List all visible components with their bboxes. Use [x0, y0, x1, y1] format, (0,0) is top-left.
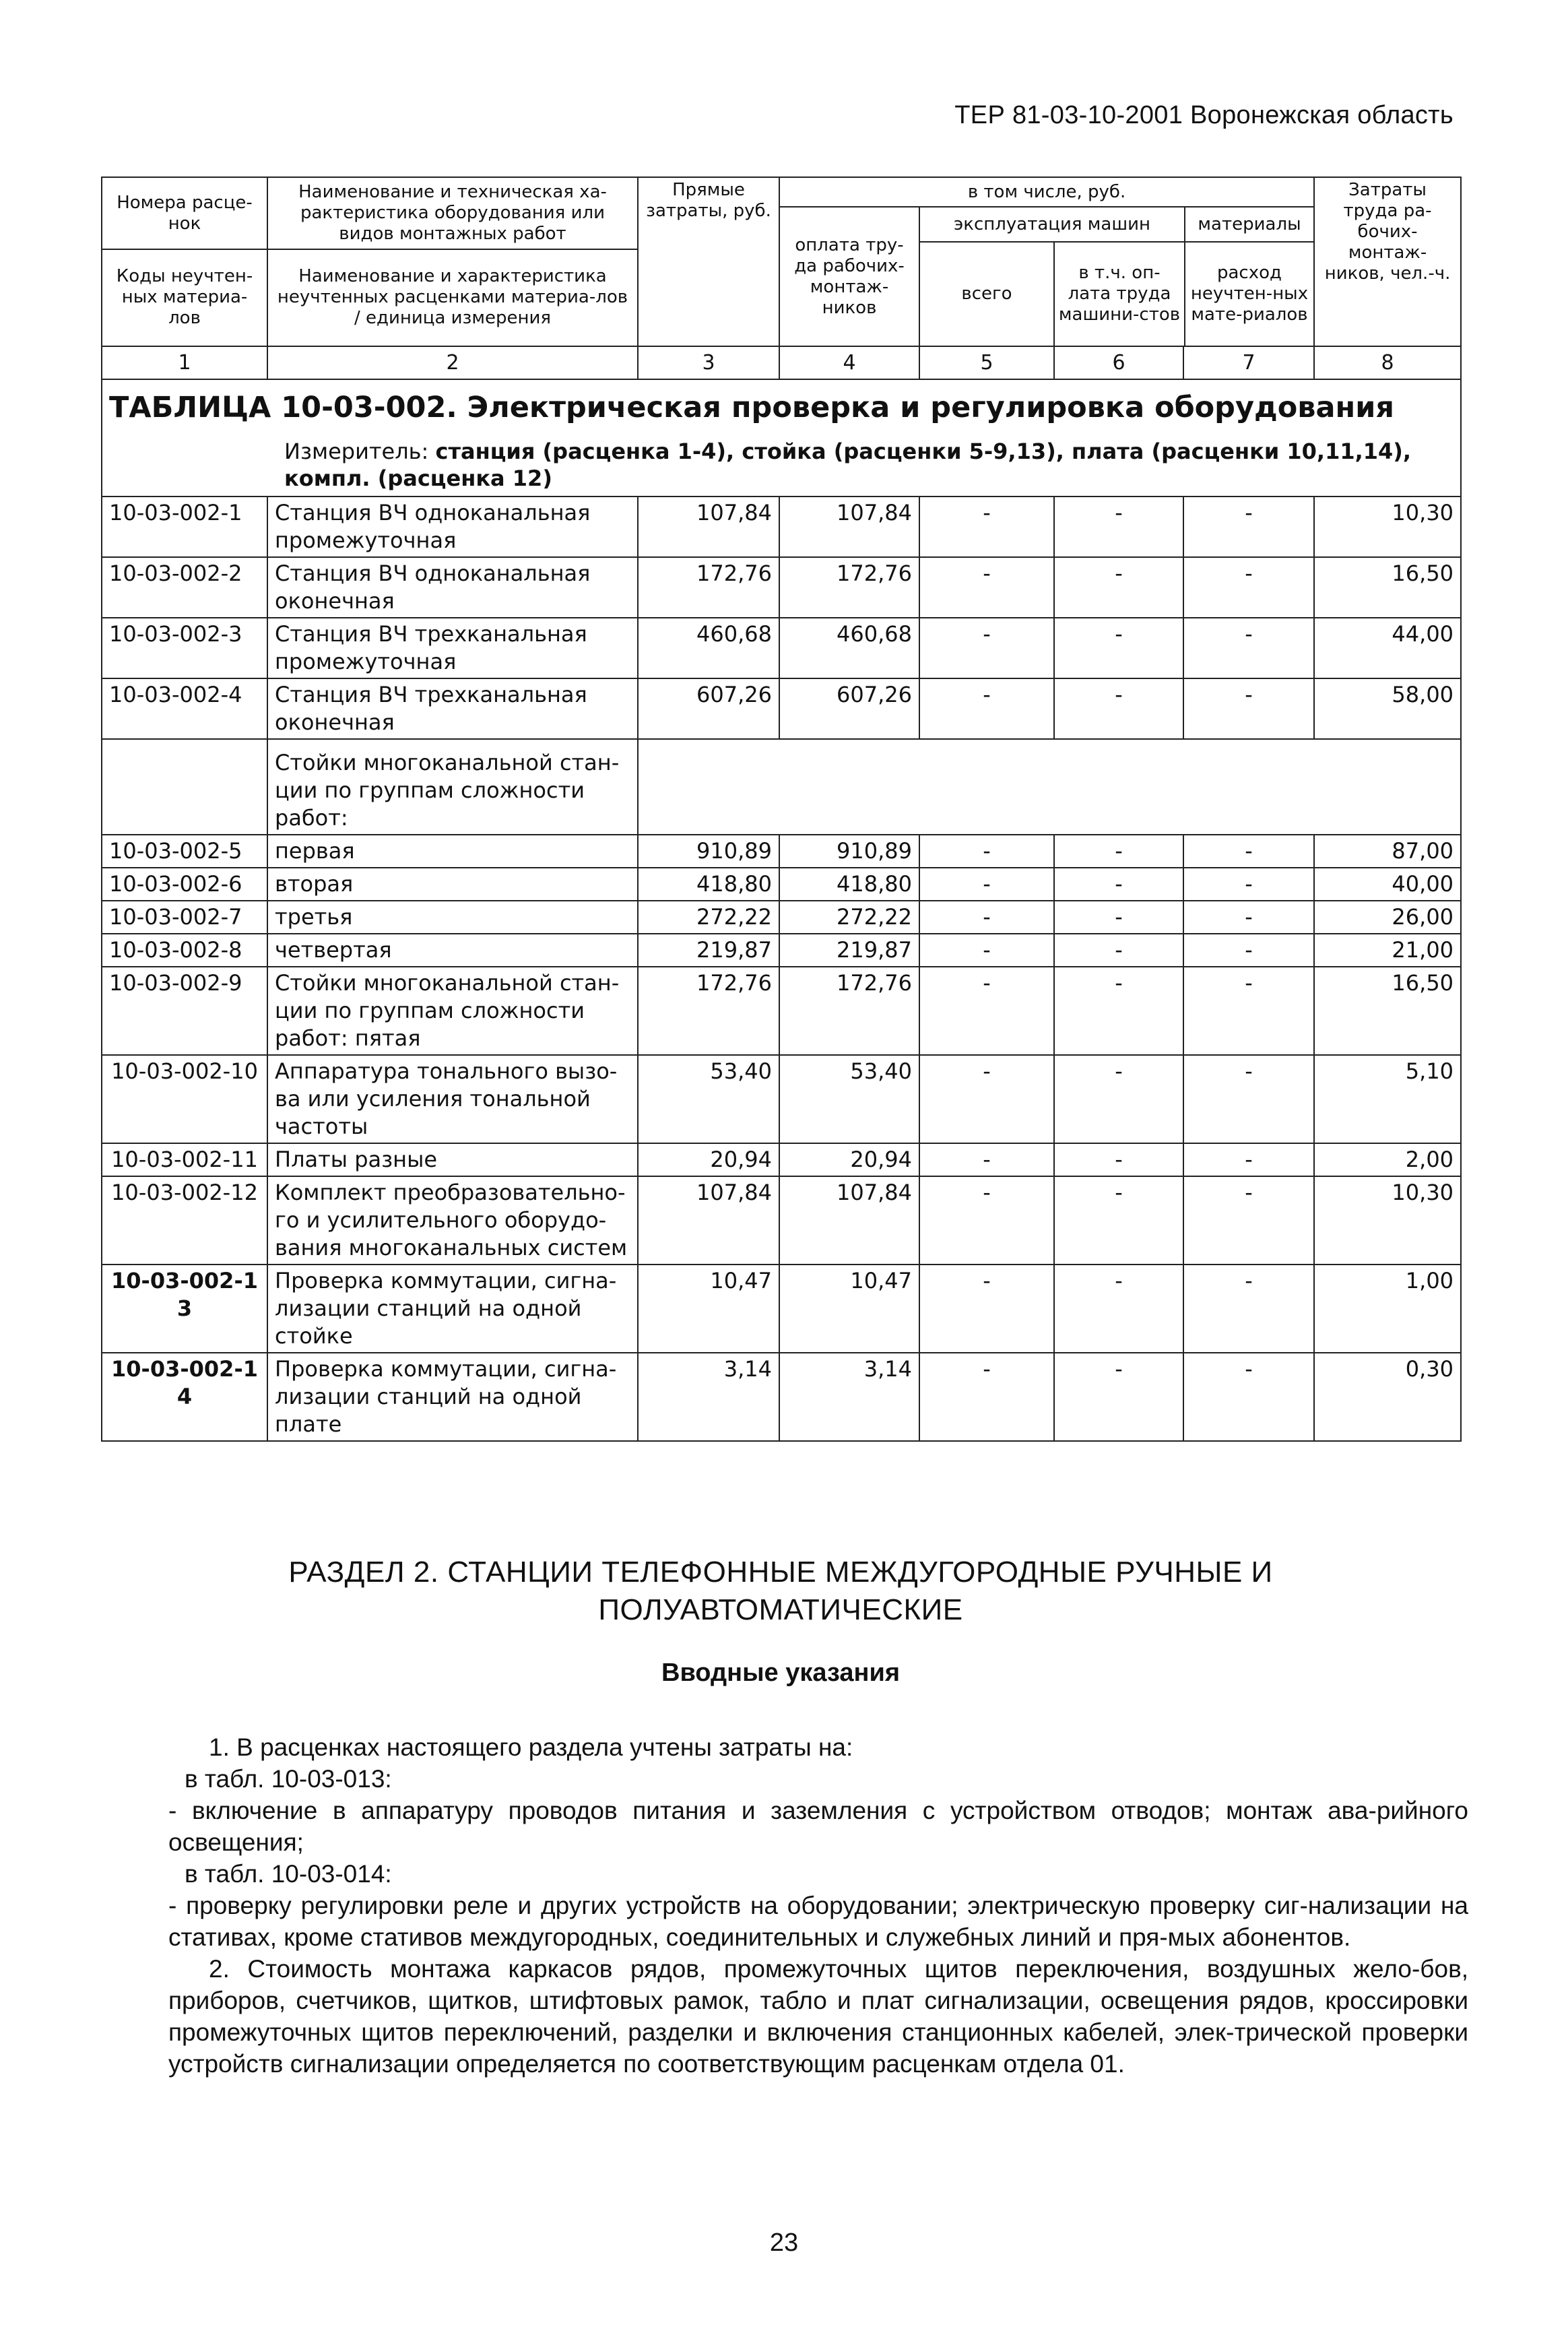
materials-cost: -: [1183, 1143, 1314, 1176]
labor-cost: 607,26: [779, 678, 919, 739]
header-group-cell: [779, 177, 1314, 346]
labor-cost: 219,87: [779, 934, 919, 967]
machines-cost: -: [919, 868, 1054, 901]
running-head: ТЕР 81-03-10-2001 Воронежская область: [954, 101, 1453, 129]
header-col4: оплата тру-да рабочих-монтаж-ников: [780, 207, 920, 346]
direct-cost: 107,84: [638, 497, 779, 557]
rates-table: [101, 177, 1462, 1442]
header-col7: расход неучтен-ных мате-риалов: [1190, 263, 1309, 325]
section-title-line2: ПОЛУАВТОМАТИЧЕСКИЕ: [598, 1593, 963, 1626]
paragraph: - включение в аппаратуру проводов питания и заземления с устройством отводов; монтаж ава-рийного освещения;: [168, 1797, 1468, 1856]
direct-cost: 53,40: [638, 1055, 779, 1143]
header-row: [102, 177, 1461, 346]
rate-code: 10-03-002-10: [102, 1055, 267, 1143]
table-row: [102, 934, 1461, 967]
labor-cost: 107,84: [779, 1176, 919, 1265]
column-number: 1: [102, 346, 267, 379]
table-row: [102, 901, 1461, 934]
labor-cost: 172,76: [779, 557, 919, 618]
table-meter-prefix: Измеритель:: [284, 439, 436, 464]
machinists-cost: -: [1054, 497, 1183, 557]
table-row: [102, 1265, 1461, 1353]
materials-cost: -: [1183, 868, 1314, 901]
direct-cost: 219,87: [638, 934, 779, 967]
machines-cost: -: [919, 1353, 1054, 1441]
column-number: 7: [1183, 346, 1314, 379]
direct-cost: 910,89: [638, 835, 779, 868]
rate-code: 10-03-002-7: [102, 901, 267, 934]
labor-cost: 172,76: [779, 967, 919, 1055]
table-meter-text: станция (расценка 1-4), стойка (расценки 5-9,13), плата (расценки 10,11,14), компл. (расценка 12): [284, 439, 1412, 491]
paragraph: в табл. 10-03-013:: [185, 1765, 392, 1793]
work-name: Платы разные: [267, 1143, 638, 1176]
empty-cell: [638, 739, 1461, 835]
labor-hours: 2,00: [1314, 1143, 1461, 1176]
rate-code: 10-03-002-4: [102, 678, 267, 739]
table-row: [102, 678, 1461, 739]
header-col2: [267, 177, 638, 346]
group-row: [102, 739, 1461, 835]
machines-cost: -: [919, 967, 1054, 1055]
direct-cost: 20,94: [638, 1143, 779, 1176]
materials-cost: -: [1183, 1176, 1314, 1265]
paragraph: - проверку регулировки реле и других устройств на оборудовании; электрическую проверку сиг-нализации на стативах, кроме стативов междугородных, соединительных и служебных линий и пря-мых абонентов.: [168, 1892, 1468, 1951]
work-name: Комплект преобразовательно-го и усилительного оборудо-вания многоканальных систем: [267, 1176, 638, 1265]
rate-code: 10-03-002-5: [102, 835, 267, 868]
work-name: Станция ВЧ одноканальная промежуточная: [267, 497, 638, 557]
work-name: Проверка коммутации, сигна-лизации станций на одной стойке: [267, 1265, 638, 1353]
direct-cost: 607,26: [638, 678, 779, 739]
materials-cost: -: [1183, 678, 1314, 739]
table-row: [102, 1353, 1461, 1441]
rate-code: 10-03-002-2: [102, 557, 267, 618]
machines-cost: -: [919, 1265, 1054, 1353]
machines-cost: -: [919, 497, 1054, 557]
machinists-cost: -: [1054, 835, 1183, 868]
column-number: 6: [1054, 346, 1183, 379]
labor-hours: 1,00: [1314, 1265, 1461, 1353]
table-row: [102, 497, 1461, 557]
table-row: [102, 868, 1461, 901]
header-machines-label: эксплуатация машин: [920, 207, 1184, 243]
machinists-cost: -: [1054, 1143, 1183, 1176]
machines-cost: -: [919, 618, 1054, 678]
work-name: третья: [267, 901, 638, 934]
column-number: 8: [1314, 346, 1461, 379]
materials-cost: -: [1183, 967, 1314, 1055]
labor-cost: 272,22: [779, 901, 919, 934]
table-row: [102, 618, 1461, 678]
header-col8: Затраты труда ра-бочих-монтаж-ников, чел.-ч.: [1314, 177, 1461, 346]
rate-code: 10-03-002-13: [102, 1265, 267, 1353]
column-number: 3: [638, 346, 779, 379]
group-label: Стойки многоканальной стан-ции по группам сложности работ:: [267, 739, 638, 835]
work-name: Проверка коммутации, сигна-лизации станций на одной плате: [267, 1353, 638, 1441]
labor-cost: 418,80: [779, 868, 919, 901]
labor-hours: 10,30: [1314, 1176, 1461, 1265]
work-name: первая: [267, 835, 638, 868]
paragraph: в табл. 10-03-014:: [185, 1860, 392, 1888]
header-col2-bottom: Наименование и характеристика неучтенных расценками материа-лов / единица измерения: [277, 265, 628, 328]
work-name: Аппаратура тонального вызо-ва или усиления тональной частоты: [267, 1055, 638, 1143]
table-title: ТАБЛИЦА 10-03-002. Электрическая проверка и регулировка оборудования: [109, 391, 1394, 424]
table-row: [102, 557, 1461, 618]
direct-cost: 172,76: [638, 557, 779, 618]
paragraph: 1. В расценках настоящего раздела учтены затраты на:: [209, 1733, 853, 1761]
work-name: четвертая: [267, 934, 638, 967]
machinists-cost: -: [1054, 967, 1183, 1055]
machinists-cost: -: [1054, 868, 1183, 901]
machinists-cost: -: [1054, 678, 1183, 739]
work-name: вторая: [267, 868, 638, 901]
header-col2-top: Наименование и техническая ха-рактеристика оборудования или видов монтажных работ: [298, 182, 607, 244]
labor-hours: 87,00: [1314, 835, 1461, 868]
labor-cost: 3,14: [779, 1353, 919, 1441]
work-name: Станция ВЧ трехканальная промежуточная: [267, 618, 638, 678]
direct-cost: 107,84: [638, 1176, 779, 1265]
section-title: [101, 1554, 1460, 1629]
machines-cost: -: [919, 934, 1054, 967]
labor-hours: 16,50: [1314, 557, 1461, 618]
column-number: 4: [779, 346, 919, 379]
table-title-cell: [102, 379, 1461, 497]
machinists-cost: -: [1054, 934, 1183, 967]
work-name: Станция ВЧ одноканальная оконечная: [267, 557, 638, 618]
labor-hours: 21,00: [1314, 934, 1461, 967]
materials-cost: -: [1183, 1055, 1314, 1143]
machinists-cost: -: [1054, 1055, 1183, 1143]
labor-cost: 20,94: [779, 1143, 919, 1176]
work-name: Станция ВЧ трехканальная оконечная: [267, 678, 638, 739]
table-row: [102, 967, 1461, 1055]
labor-cost: 107,84: [779, 497, 919, 557]
materials-cost: -: [1183, 618, 1314, 678]
labor-hours: 26,00: [1314, 901, 1461, 934]
machinists-cost: -: [1054, 1265, 1183, 1353]
header-col5: всего: [920, 243, 1055, 346]
rate-code: 10-03-002-11: [102, 1143, 267, 1176]
machinists-cost: -: [1054, 618, 1183, 678]
materials-cost: -: [1183, 557, 1314, 618]
table-row: [102, 1176, 1461, 1265]
direct-cost: 418,80: [638, 868, 779, 901]
rate-code: 10-03-002-3: [102, 618, 267, 678]
rate-code: 10-03-002-6: [102, 868, 267, 901]
header-group-label: в том числе, руб.: [780, 178, 1313, 207]
labor-cost: 460,68: [779, 618, 919, 678]
machines-cost: -: [919, 1055, 1054, 1143]
materials-cost: -: [1183, 835, 1314, 868]
machines-cost: -: [919, 835, 1054, 868]
materials-cost: -: [1183, 1353, 1314, 1441]
machines-cost: -: [919, 557, 1054, 618]
table-row: [102, 835, 1461, 868]
labor-cost: 910,89: [779, 835, 919, 868]
header-col1-top: Номера расце-нок: [117, 192, 253, 234]
labor-hours: 5,10: [1314, 1055, 1461, 1143]
machines-cost: -: [919, 1143, 1054, 1176]
labor-hours: 58,00: [1314, 678, 1461, 739]
rate-code: 10-03-002-8: [102, 934, 267, 967]
section-title-line1: РАЗДЕЛ 2. СТАНЦИИ ТЕЛЕФОННЫЕ МЕЖДУГОРОДНЫЕ РУЧНЫЕ И: [288, 1556, 1273, 1589]
rate-code: 10-03-002-14: [102, 1353, 267, 1441]
rate-code: 10-03-002-12: [102, 1176, 267, 1265]
header-materials-label: материалы: [1185, 207, 1313, 243]
header-col6: в т.ч. оп-лата труда машини-стов: [1058, 263, 1181, 325]
column-number-row: [102, 346, 1461, 379]
direct-cost: 10,47: [638, 1265, 779, 1353]
direct-cost: 172,76: [638, 967, 779, 1055]
machinists-cost: -: [1054, 1176, 1183, 1265]
labor-cost: 53,40: [779, 1055, 919, 1143]
header-col1: [102, 177, 267, 346]
materials-cost: -: [1183, 901, 1314, 934]
section-subheading: Вводные указания: [661, 1659, 900, 1687]
table-meter: [109, 438, 1453, 492]
direct-cost: 3,14: [638, 1353, 779, 1441]
table-row: [102, 1055, 1461, 1143]
materials-cost: -: [1183, 934, 1314, 967]
labor-hours: 0,30: [1314, 1353, 1461, 1441]
paragraph: 2. Стоимость монтажа каркасов рядов, промежуточных щитов переключения, воздушных жело-бов, приборов, счетчиков, щитков, штифтовых рамок, табло и плат сигнализации, освещения рядов, кроссировки промежуточных щитов переключений, разделки и включения станционных кабелей, элек-трической проверки устройств сигнализации определяется по соответствующим расценкам отдела 01.: [168, 1955, 1468, 2078]
labor-cost: 10,47: [779, 1265, 919, 1353]
empty-cell: [102, 739, 267, 835]
machines-cost: -: [919, 901, 1054, 934]
rate-code: 10-03-002-1: [102, 497, 267, 557]
labor-hours: 40,00: [1314, 868, 1461, 901]
materials-cost: -: [1183, 1265, 1314, 1353]
rate-code: 10-03-002-9: [102, 967, 267, 1055]
column-number: 2: [267, 346, 638, 379]
table-title-row: [102, 379, 1461, 497]
page-number: 23: [769, 2229, 799, 2257]
direct-cost: 272,22: [638, 901, 779, 934]
labor-hours: 10,30: [1314, 497, 1461, 557]
machinists-cost: -: [1054, 901, 1183, 934]
machines-cost: -: [919, 1176, 1054, 1265]
machinists-cost: -: [1054, 1353, 1183, 1441]
machinists-cost: -: [1054, 557, 1183, 618]
work-name: Стойки многоканальной стан-ции по группам сложности работ: пятая: [267, 967, 638, 1055]
materials-cost: -: [1183, 497, 1314, 557]
intro-text: [168, 1731, 1468, 2080]
machines-cost: -: [919, 678, 1054, 739]
labor-hours: 16,50: [1314, 967, 1461, 1055]
labor-hours: 44,00: [1314, 618, 1461, 678]
header-col1-bottom: Коды неучтен-ных материа-лов: [116, 265, 253, 328]
direct-cost: 460,68: [638, 618, 779, 678]
table-row: [102, 1143, 1461, 1176]
column-number: 5: [919, 346, 1054, 379]
header-col3: Прямые затраты, руб.: [638, 177, 779, 346]
